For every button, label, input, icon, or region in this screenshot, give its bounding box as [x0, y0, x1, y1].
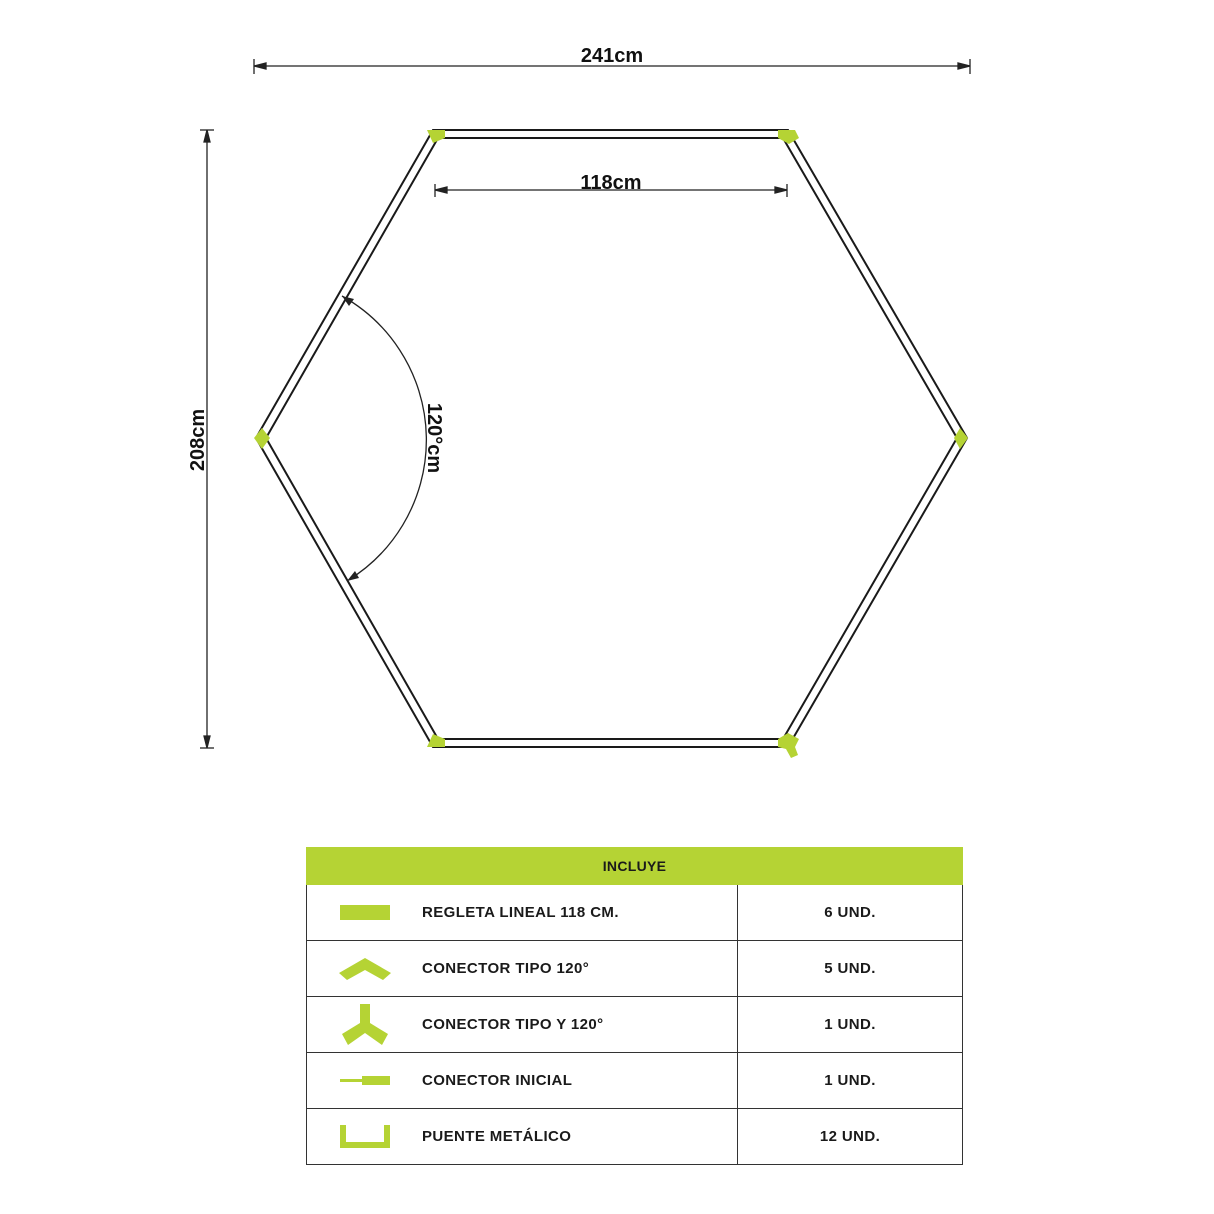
item-name: CONECTOR INICIAL	[422, 1072, 573, 1089]
item-qty: 12 UND.	[738, 1109, 963, 1165]
metal-bridge-icon	[307, 1124, 422, 1150]
angle-arc	[342, 296, 426, 581]
table-row	[307, 1053, 963, 1109]
connector-right	[954, 428, 968, 449]
chevron-connector-icon	[307, 956, 422, 982]
angle-label: 120°cm	[423, 402, 445, 474]
connector-bottom-right-y	[778, 733, 799, 758]
item-cell	[307, 885, 738, 941]
item-cell	[307, 1109, 738, 1165]
y-connector-icon	[307, 1003, 422, 1047]
width-label: 241cm	[580, 45, 644, 67]
straight-bar-icon	[307, 903, 422, 923]
side-length-label: 118cm	[580, 172, 642, 194]
start-connector-icon	[307, 1074, 422, 1088]
table-header: INCLUYE	[307, 848, 963, 885]
table-row	[307, 1109, 963, 1165]
corner-connectors	[254, 130, 968, 758]
hexagon-frame	[256, 130, 967, 747]
item-qty: 5 UND.	[738, 941, 963, 997]
item-name: REGLETA LINEAL 118 CM.	[422, 904, 619, 921]
item-cell	[307, 1053, 738, 1109]
table-row	[307, 997, 963, 1053]
parts-table	[306, 847, 963, 1165]
item-qty: 6 UND.	[738, 885, 963, 941]
item-cell	[307, 997, 738, 1053]
table-header-row	[307, 848, 963, 885]
item-cell	[307, 941, 738, 997]
table-row	[307, 885, 963, 941]
item-name: CONECTOR TIPO Y 120°	[422, 1016, 604, 1033]
item-qty: 1 UND.	[738, 997, 963, 1053]
item-qty: 1 UND.	[738, 1053, 963, 1109]
item-name: PUENTE METÁLICO	[422, 1128, 572, 1145]
item-name: CONECTOR TIPO 120°	[422, 960, 590, 977]
connector-left	[254, 428, 270, 449]
height-label: 208cm	[187, 408, 209, 472]
table-row	[307, 941, 963, 997]
